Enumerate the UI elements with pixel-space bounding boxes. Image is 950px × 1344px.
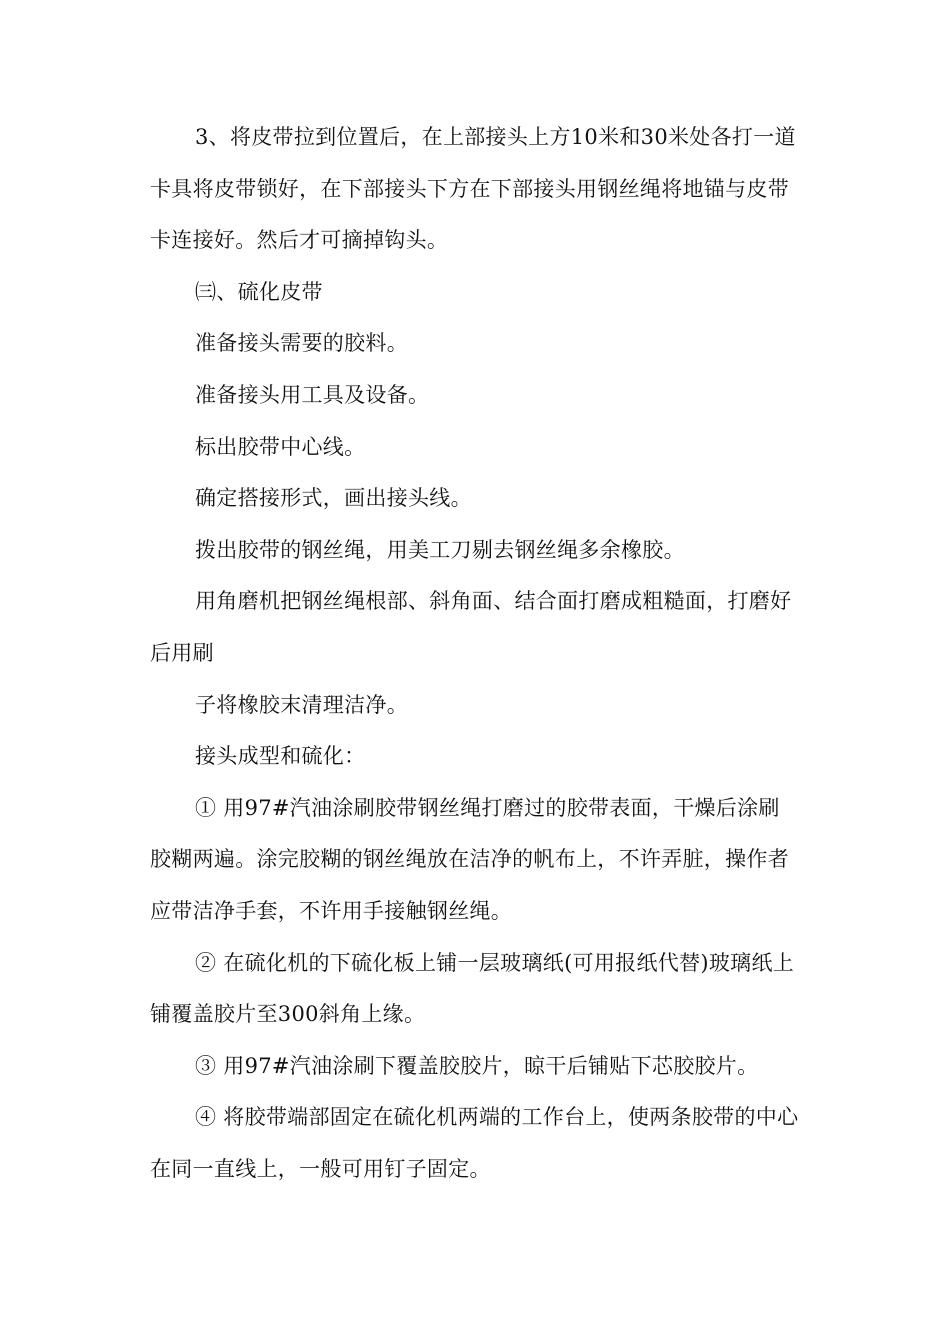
document-body — [150, 112, 800, 1195]
section-heading-vulcanize-belt: ㈢、硫化皮带 — [195, 279, 323, 304]
paragraph-clamp-belt: 3、将皮带拉到位置后，在上部接头上方10米和30米处各打一道卡具将皮带锁好，在下部接头下方在下部接头用钢丝绳将地锚与皮带卡连接好。然后才可摘掉钩头。 — [150, 125, 796, 253]
step-1-apply-cement: ① 用97#汽油涂刷胶带钢丝绳打磨过的胶带表面，干燥后涂刷胶糊两遍。涂完胶糊的钢丝绳放在洁净的帆布上，不许弄脏，操作者应带洁净手套，不许用手接触钢丝绳。 — [150, 795, 789, 923]
paragraph-forming-vulcanizing: 接头成型和硫化： — [195, 744, 366, 769]
paragraph-joint-form: 确定搭接形式，画出接头线。 — [195, 486, 472, 511]
paragraph-prepare-rubber: 准备接头需要的胶料。 — [195, 331, 408, 356]
step-3-core-rubber: ③ 用97#汽油涂刷下覆盖胶胶片，晾干后铺贴下芯胶胶片。 — [195, 1053, 759, 1078]
paragraph-prepare-tools: 准备接头用工具及设备。 — [195, 382, 430, 407]
paragraph-strip-cables: 拨出胶带的钢丝绳，用美工刀剔去钢丝绳多余橡胶。 — [195, 537, 685, 562]
step-4-fix-belt-ends: ④ 将胶带端部固定在硫化机两端的工作台上，使两条胶带的中心在同一直线上，一般可用钉子固定。 — [150, 1105, 799, 1181]
paragraph-clean-dust: 子将橡胶末清理洁净。 — [195, 692, 408, 717]
paragraph-grind-surfaces: 用角磨机把钢丝绳根部、斜角面、结合面打磨成粗糙面，打磨好后用刷 — [150, 589, 792, 665]
paragraph-mark-centerline: 标出胶带中心线。 — [195, 434, 366, 459]
step-2-lay-cover: ② 在硫化机的下硫化板上铺一层玻璃纸(可用报纸代替)玻璃纸上铺覆盖胶片至300斜角上缘。 — [150, 950, 795, 1027]
